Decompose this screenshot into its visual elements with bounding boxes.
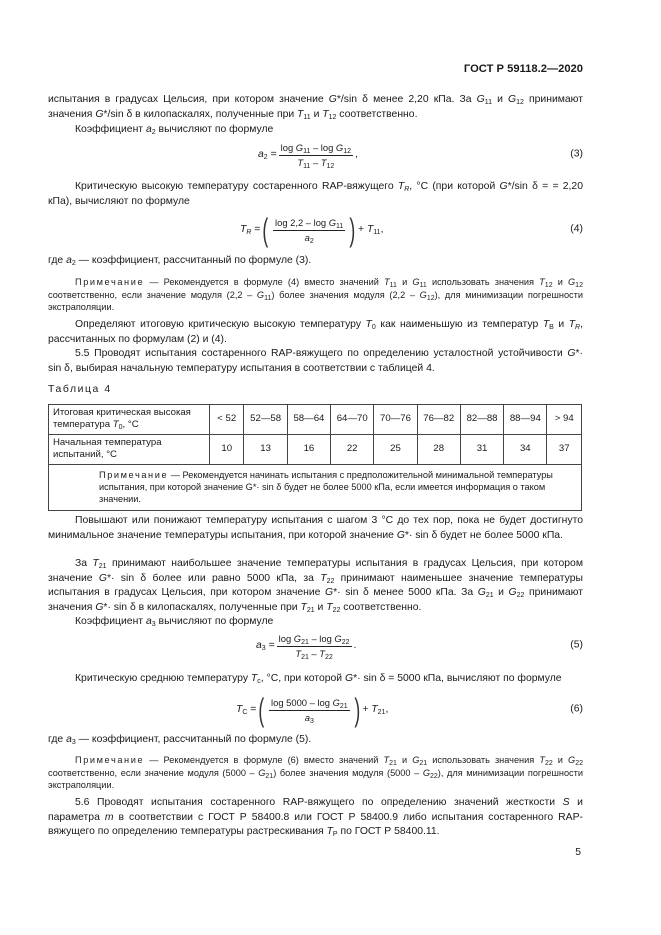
formula-5: $a_3$ = $\frac{\log G_{21} - \log G_{22}}{T_{21} - T_{22}}$ . (5) [256, 632, 583, 661]
table-cell: 25 [374, 434, 417, 464]
table-cell: 10 [210, 434, 244, 464]
paragraph-5-5: 5.5 Проводят испытания состаренного RAP-вяжущего по определению усталостной устойчивости G*· sin δ, выбирая начальную температуру испытания в соответствии с таблицей 4. [48, 348, 583, 374]
paragraph-5-6: 5.6 Проводят испытания состаренного RAP-вяжущего по определению значений жесткости S и параметра m в соответствии с ГОСТ Р 58400.8 или ГОСТ Р 58400.9 либо испытания состаренного RAP-вяжущего по определению температуры растрескивания $T_P$ по ГОСТ Р 58400.11. [48, 797, 583, 839]
row-label: Начальная температура испытаний, °С [49, 434, 210, 464]
paragraph-where-a3: где $a_3$ — коэффициент, рассчитанный по формуле (5). [48, 734, 312, 746]
paragraph-a2-intro: Коэффициент $a_2$ вычисляют по формуле [75, 124, 274, 136]
table-cell: 31 [460, 434, 503, 464]
table-cell: 34 [504, 434, 547, 464]
paragraph-continuation: испытания в градусах Цельсия, при котором значение G*/sin δ менее 2,20 кПа. За $G_{11}$ и $G_{12}$ принимают значения G*/sin δ в килопаскалях, полученные при $T_{11}$ и $T_{12}$ соответственно. [48, 94, 584, 121]
paragraph-t0: Определяют итоговую критическую высокую температуру $T_0$ как наименьшую из температур $T_B$ и $T_R$, рассчитанных по формулам (2) и (4). [48, 319, 583, 345]
note-2: Примечание — Рекомендуется в формуле (6) вместо значений $T_{21}$ и $G_{21}$ использовать значения $T_{22}$ и $G_{22}$ соответственно, если значение модуля $(5000 - G_{21})$ более значения модуля $(5000 - G_{22})$, для минимизации погрешности экстраполяции. [48, 755, 583, 791]
paragraph-tc-intro: Критическую среднюю температуру $T_c$, °С, при которой G*· sin δ = 5000 кПа, вычисляют по формуле [75, 673, 562, 685]
formula-number: (6) [570, 703, 583, 715]
table-cell: 22 [331, 434, 374, 464]
formula-number: (4) [570, 223, 583, 235]
table-cell: 88—94 [504, 405, 547, 435]
table-cell: 82—88 [460, 405, 503, 435]
table-cell: 58—64 [287, 405, 330, 435]
table-cell: 28 [417, 434, 460, 464]
formula-4: $T_R$ = ( $\frac{\log 2,2 - \log G_{11}}{a_2}$ ) + $T_{11}$, (4) [240, 212, 583, 248]
row-label: Итоговая критическая высокая температура $T_0$, °С [49, 405, 210, 435]
formula-number: (5) [570, 639, 583, 651]
table-note-row [49, 464, 582, 510]
table-cell: 76—82 [417, 405, 460, 435]
table-cell: 37 [547, 434, 582, 464]
table-caption: Таблица 4 [48, 384, 112, 395]
table-cell: 16 [287, 434, 330, 464]
paragraph-t21-t22: За $T_{21}$ принимают наибольшее значение температуры испытания в градусах Цельсия, при котором значение G*· sin δ более или равно 5000 кПа, за $T_{22}$ принимают наименьшее значение температуры испытания в градусах Цельсия, при котором значение G*· sin δ менее 5000 кПа. За $G_{21}$ и $G_{22}$ принимают значения G*· sin δ в килопаскалях, полученные при $T_{21}$ и $T_{22}$ соответственно. [48, 558, 584, 614]
formula-3: $a_2$ = $\frac{\log G_{11} - \log G_{12}}{T_{11} - T_{12}}$ , (3) [258, 141, 583, 170]
table-row [49, 405, 582, 435]
paragraph-a3-intro: Коэффициент $a_3$ вычисляют по формуле [75, 616, 274, 628]
table-note: Примечание — Рекомендуется начинать испытания с предположительной минимальной температуры испытания, при которой значение G*· sin δ будет не более 5000 кПа, если имеется информация о таком значении. [49, 464, 582, 510]
paragraph-tr-intro: Критическую высокую температуру состаренного RAP-вяжущего $T_R$, °С (при которой G*/sin δ = = 2,20 кПа), вычисляют по формуле [48, 181, 583, 207]
standard-header: ГОСТ Р 59118.2—2020 [463, 63, 583, 75]
page-number: 5 [575, 847, 581, 858]
note-1: Примечание — Рекомендуется в формуле (4) вместо значений $T_{11}$ и $G_{11}$ использовать значения $T_{12}$ и $G_{12}$ соответственно, если значение модуля $(2,2 - G_{11})$ более значения модуля $(2,2 - G_{12})$, для минимизации погрешности экстраполяции. [48, 277, 583, 313]
table-cell: < 52 [210, 405, 244, 435]
table-cell: > 94 [547, 405, 582, 435]
table-cell: 70—76 [374, 405, 417, 435]
formula-number: (3) [570, 148, 583, 160]
table-row [49, 434, 582, 464]
table-4 [48, 404, 582, 511]
paragraph-where-a2: где $a_2$ — коэффициент, рассчитанный по формуле (3). [48, 255, 312, 267]
paragraph-step: Повышают или понижают температуру испытания с шагом 3 °С до тех пор, пока не будет достигнуто минимальное значение температуры испытания, при которой значение G*· sin δ будет не более 5000 кПа. [48, 515, 583, 541]
formula-6: $T_C$ = ( $\frac{\log 5000 - \log G_{21}}{a_3}$ ) + $T_{21}$, (6) [236, 692, 583, 728]
table-cell: 13 [244, 434, 287, 464]
table-cell: 64—70 [331, 405, 374, 435]
table-cell: 52—58 [244, 405, 287, 435]
